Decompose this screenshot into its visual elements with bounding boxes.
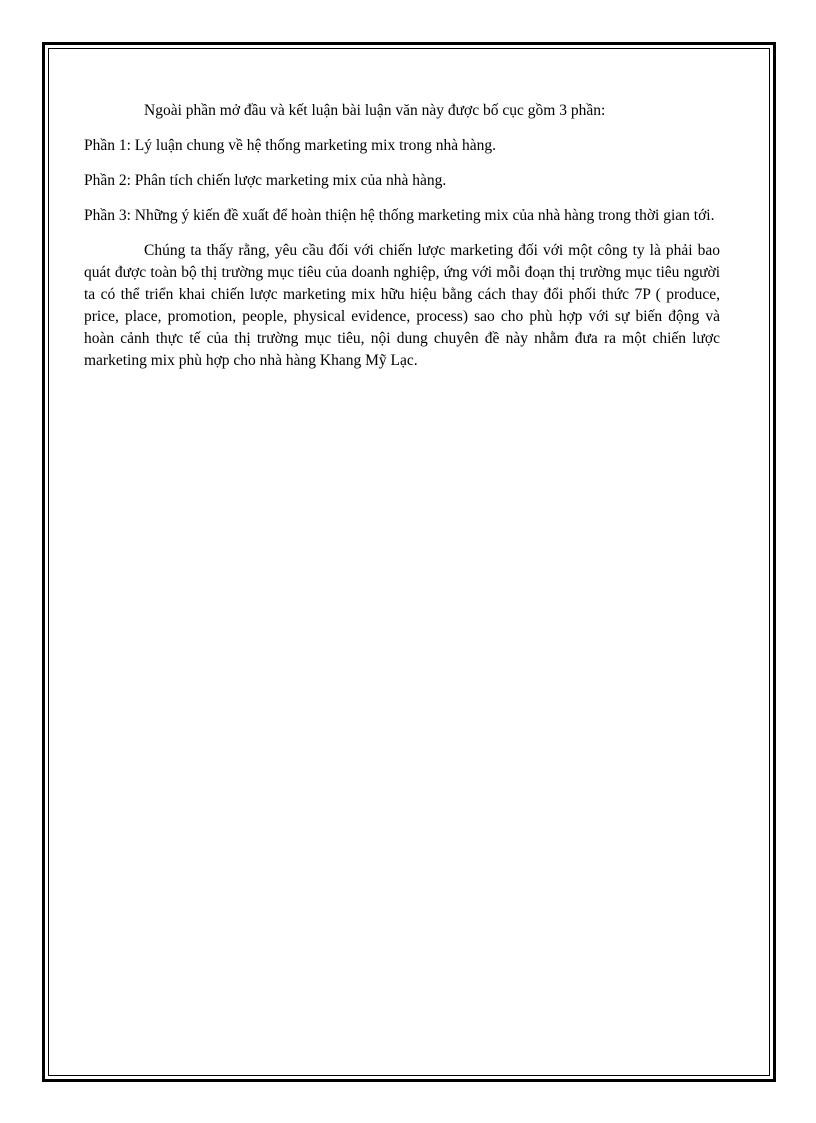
document-body (84, 100, 720, 385)
part-2-paragraph: Phần 2: Phân tích chiến lược marketing mix của nhà hàng. (84, 172, 447, 189)
summary-paragraph: Chúng ta thấy rằng, yêu cầu đối với chiến lược marketing đối với một công ty là phải bao quát được toàn bộ thị trường mục tiêu của doanh nghiệp, ứng với mỗi đoạn thị trường mục tiêu người ta có thể triển khai chiến lược marketing mix hữu hiệu bằng cách thay đổi phối thức 7P ( produce, price, place, promotion, people, physical evidence, process) sao cho phù hợp với sự biến động và hoàn cảnh thực tế của thị trường mục tiêu, nội dung chuyên đề này nhằm đưa ra một chiến lược marketing mix phù hợp cho nhà hàng Khang Mỹ Lạc. (84, 242, 720, 369)
intro-paragraph: Ngoài phần mở đầu và kết luận bài luận văn này được bố cục gồm 3 phần: (144, 102, 606, 119)
part-1-paragraph: Phần 1: Lý luận chung về hệ thống marketing mix trong nhà hàng. (84, 137, 496, 154)
part-3-paragraph: Phần 3: Những ý kiến đề xuất để hoàn thiện hệ thống marketing mix của nhà hàng trong thời gian tới. (84, 207, 715, 224)
